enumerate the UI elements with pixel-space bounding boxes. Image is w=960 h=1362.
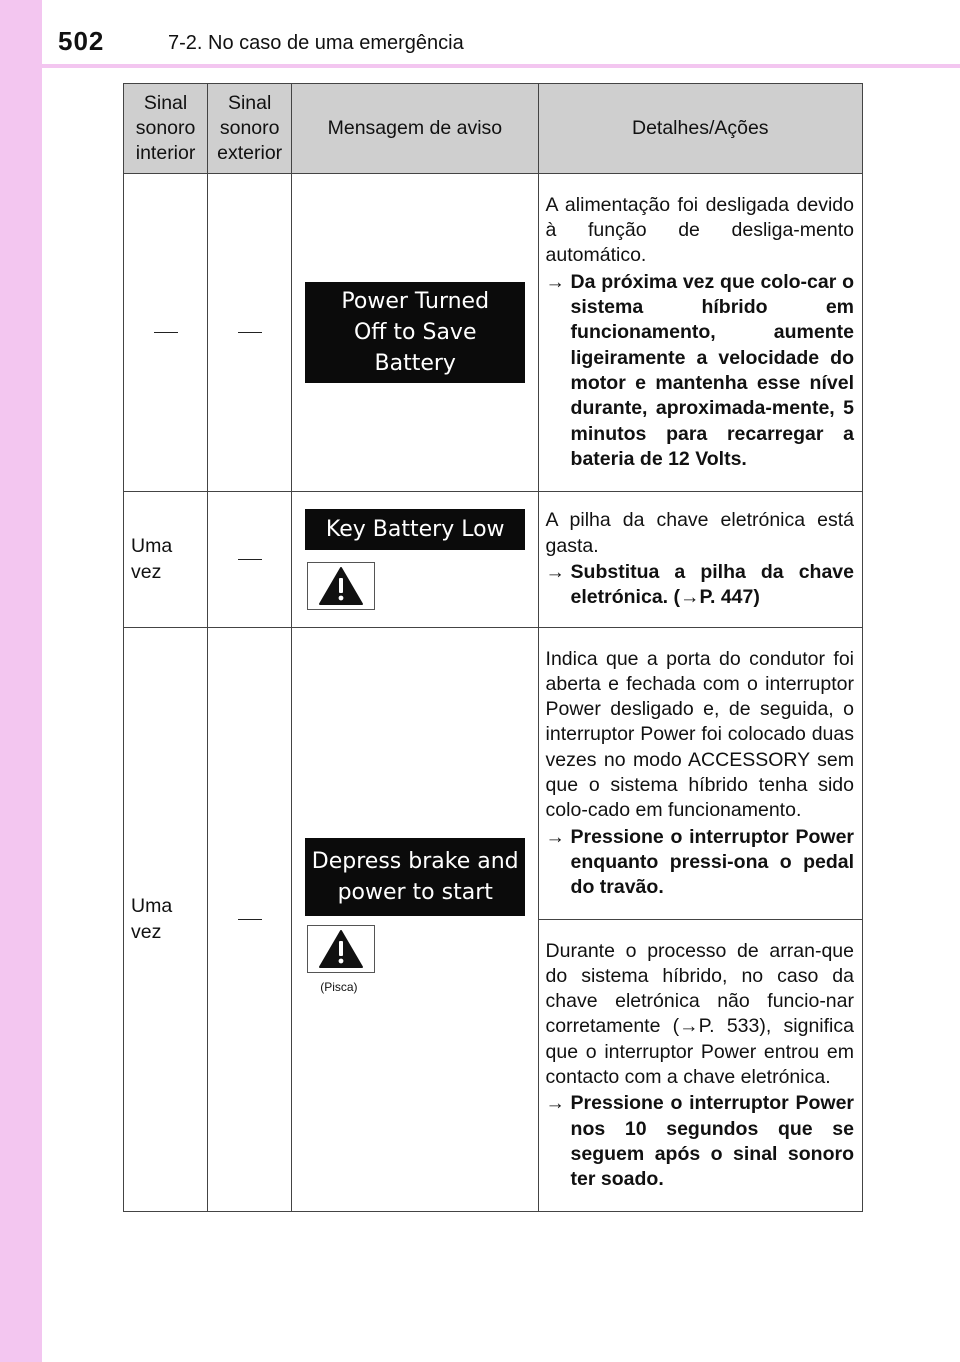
details-text: Durante o processo de arran-que do sistema híbrido, no caso da chave eletrónica não funcio-nar corretamente (→P. 533), significa que o interruptor Power entrou em contacto com a chave eletrónica. xyxy=(545,939,854,1088)
details-cell xyxy=(538,628,862,920)
message-line: power to start xyxy=(337,880,493,906)
page-number: 502 xyxy=(58,26,105,56)
message-line: Battery xyxy=(374,351,456,376)
blink-note: (Pisca) xyxy=(320,980,358,995)
action-text: Substitua a pilha da chave eletrónica. (→P. 447) xyxy=(570,561,854,609)
exterior-beep-cell xyxy=(208,174,292,492)
section-title: 7-2. No caso de uma emergência xyxy=(168,32,464,54)
arrow-icon: → xyxy=(545,270,566,293)
column-header-warning-message xyxy=(292,84,538,174)
details-text: A pilha da chave eletrónica está gasta. xyxy=(545,509,854,557)
arrow-icon: → xyxy=(545,1092,566,1115)
details-text: A alimentação foi desligada devido à função de desliga-mento automático. xyxy=(545,193,854,267)
action-text: Pressione o interruptor Power enquanto pressi-ona o pedal do travão. xyxy=(570,825,854,899)
warning-messages-table xyxy=(123,83,863,1212)
warning-triangle-icon xyxy=(307,562,375,610)
column-header-exterior-beep xyxy=(208,84,292,174)
beep-text: Uma vez xyxy=(131,535,173,583)
message-line: Off to Save xyxy=(353,320,477,345)
table-row xyxy=(124,492,863,628)
beep-text: Uma vez xyxy=(131,895,173,943)
none-dash xyxy=(238,919,262,920)
action-item xyxy=(546,270,854,472)
column-header-label: Mensagem de aviso xyxy=(327,117,503,139)
exterior-beep-cell xyxy=(208,492,292,628)
arrow-icon: → xyxy=(545,825,566,848)
chapter-color-band xyxy=(0,0,42,1362)
action-text: Pressione o interruptor Power nos 10 segundos que se seguem após o sinal sonoro ter soado. xyxy=(570,1092,854,1191)
warning-message-cell xyxy=(292,492,538,628)
table-row xyxy=(124,628,863,920)
table-header-row xyxy=(124,84,863,174)
action-item xyxy=(546,1091,854,1192)
warning-message-cell xyxy=(292,174,538,492)
message-line: Key Battery Low xyxy=(325,517,505,542)
action-item xyxy=(546,560,854,611)
column-header-details-actions xyxy=(538,84,862,174)
none-dash xyxy=(238,332,262,333)
display-message-depress-brake xyxy=(305,838,525,916)
details-text: Indica que a porta do condutor foi aberta e fechada com o interruptor Power desligado e, de seguida, o interruptor Power foi colocado duas vezes no modo ACCESSORY sem que o sistema híbrido tenha sido colo-cado em funcionamento. xyxy=(545,647,854,822)
display-message-power-turned-off xyxy=(305,282,525,383)
exterior-beep-cell xyxy=(208,628,292,1212)
details-cell xyxy=(538,920,862,1212)
action-item xyxy=(546,825,854,901)
warning-message-cell xyxy=(292,628,538,1212)
message-line: Power Turned xyxy=(341,289,490,314)
action-text: Da próxima vez que colo-car o sistema híbrido em funcionamento, aumente ligeiramente a velocidade do motor e mantenha esse nível durante, aproximada-mente, 5 minutos para recarregar a bateria de 12 Volts. xyxy=(570,270,854,470)
column-header-interior-beep xyxy=(124,84,208,174)
interior-beep-cell xyxy=(124,492,208,628)
interior-beep-cell xyxy=(124,174,208,492)
column-header-label: Sinal sonoro interior xyxy=(135,92,196,164)
header-divider xyxy=(0,64,960,68)
display-message-key-battery-low xyxy=(305,509,525,550)
arrow-icon: → xyxy=(545,561,566,583)
table-row xyxy=(124,174,863,492)
details-cell xyxy=(538,492,862,628)
column-header-label: Detalhes/Ações xyxy=(631,117,769,139)
none-dash xyxy=(238,559,262,560)
column-header-label: Sinal sonoro exterior xyxy=(217,92,283,164)
message-line: Depress brake and xyxy=(311,849,519,875)
warning-triangle-icon xyxy=(307,925,375,973)
details-cell xyxy=(538,174,862,492)
none-dash xyxy=(154,332,178,333)
interior-beep-cell xyxy=(124,628,208,1212)
